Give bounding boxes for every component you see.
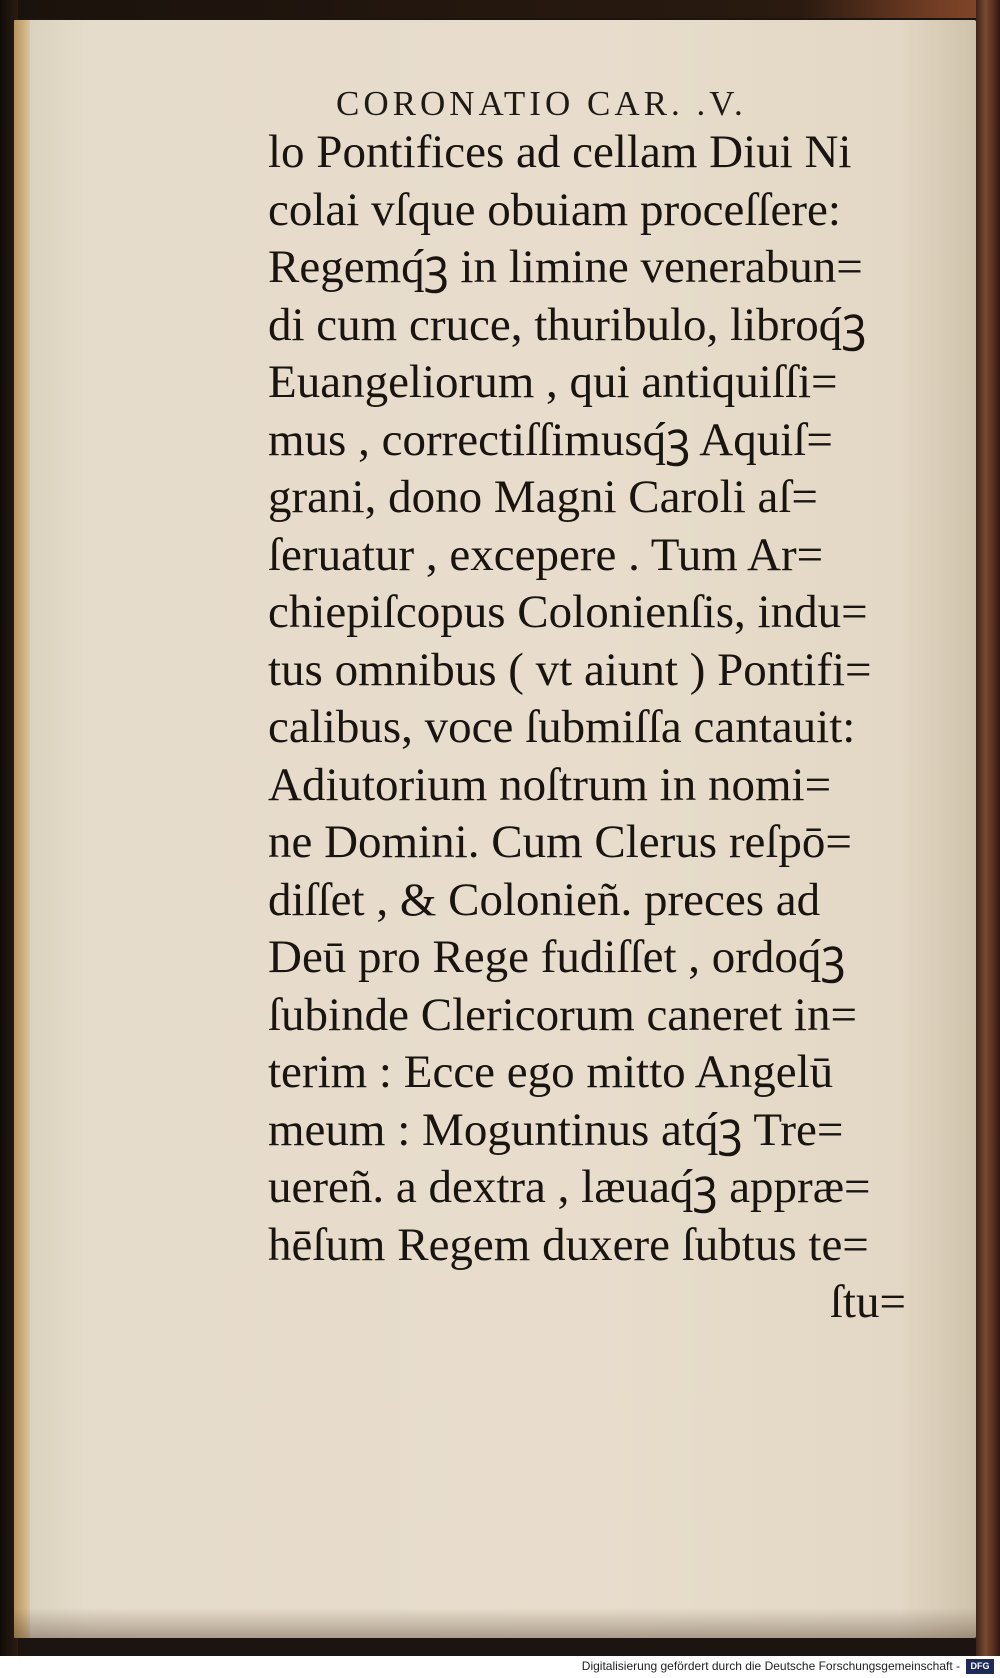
book-edge-right <box>976 0 1000 1656</box>
text-line: di cum cruce, thuribulo, libroq́ꝫ <box>268 298 867 351</box>
text-line: diſſet , & Colonieñ. preces ad <box>268 873 821 926</box>
text-line: lo Pontifices ad cellam Diui Ni <box>268 126 852 178</box>
text-line: terim : Ecce ego mitto Angelū <box>268 1046 834 1098</box>
digitization-credit: Digitalisierung gefördert durch die Deutsche Forschungsgemeinschaft - <box>581 1659 960 1673</box>
text-line: grani, dono Magni Caroli aſ= <box>268 471 818 523</box>
text-line: mus , correctiſſimusq́ꝫ Aquiſ= <box>268 413 833 466</box>
dfg-logo-icon: DFG <box>966 1659 994 1674</box>
text-line: Adiutorium noſtrum in nomi= <box>268 758 832 811</box>
text-line: chiepiſcopus Colonienſis, indu= <box>268 586 868 638</box>
text-line: Regemq́ꝫ in limine venerabun= <box>268 241 863 293</box>
text-line: calibus, voce ſubmiſſa cantauit: <box>268 701 856 753</box>
text-line: uereñ. a dextra , læuaq́ꝫ appræ= <box>268 1161 871 1213</box>
page-bottom-shadow <box>14 1608 976 1638</box>
book-edge-top <box>0 0 1000 18</box>
text-line: Deū pro Rege fudiſſet , ordoq́ꝫ <box>268 931 846 983</box>
text-line: hēſum Regem duxere ſubtus te= <box>268 1218 869 1271</box>
text-line: tus omnibus ( vt aiunt ) Pontifi= <box>268 643 872 696</box>
catchword: ſtu= <box>829 1276 906 1328</box>
text-line: meum : Moguntinus atq́ꝫ Tre= <box>268 1103 844 1156</box>
text-line: ne Domini. Cum Clerus reſpō= <box>268 816 852 868</box>
text-line: colai vſque obuiam proceſſere: <box>268 183 841 236</box>
body-text <box>268 124 918 1332</box>
text-line: Euangeliorum , qui antiquiſſi= <box>268 356 838 408</box>
text-line: ſubinde Clericorum caneret in= <box>268 988 857 1041</box>
page-gutter-edge <box>14 20 30 1638</box>
text-line: ſeruatur , excepere . Tum Ar= <box>268 528 824 581</box>
footer-bar <box>0 1656 1000 1678</box>
running-header: CORONATIO CAR. .V. <box>336 84 747 123</box>
